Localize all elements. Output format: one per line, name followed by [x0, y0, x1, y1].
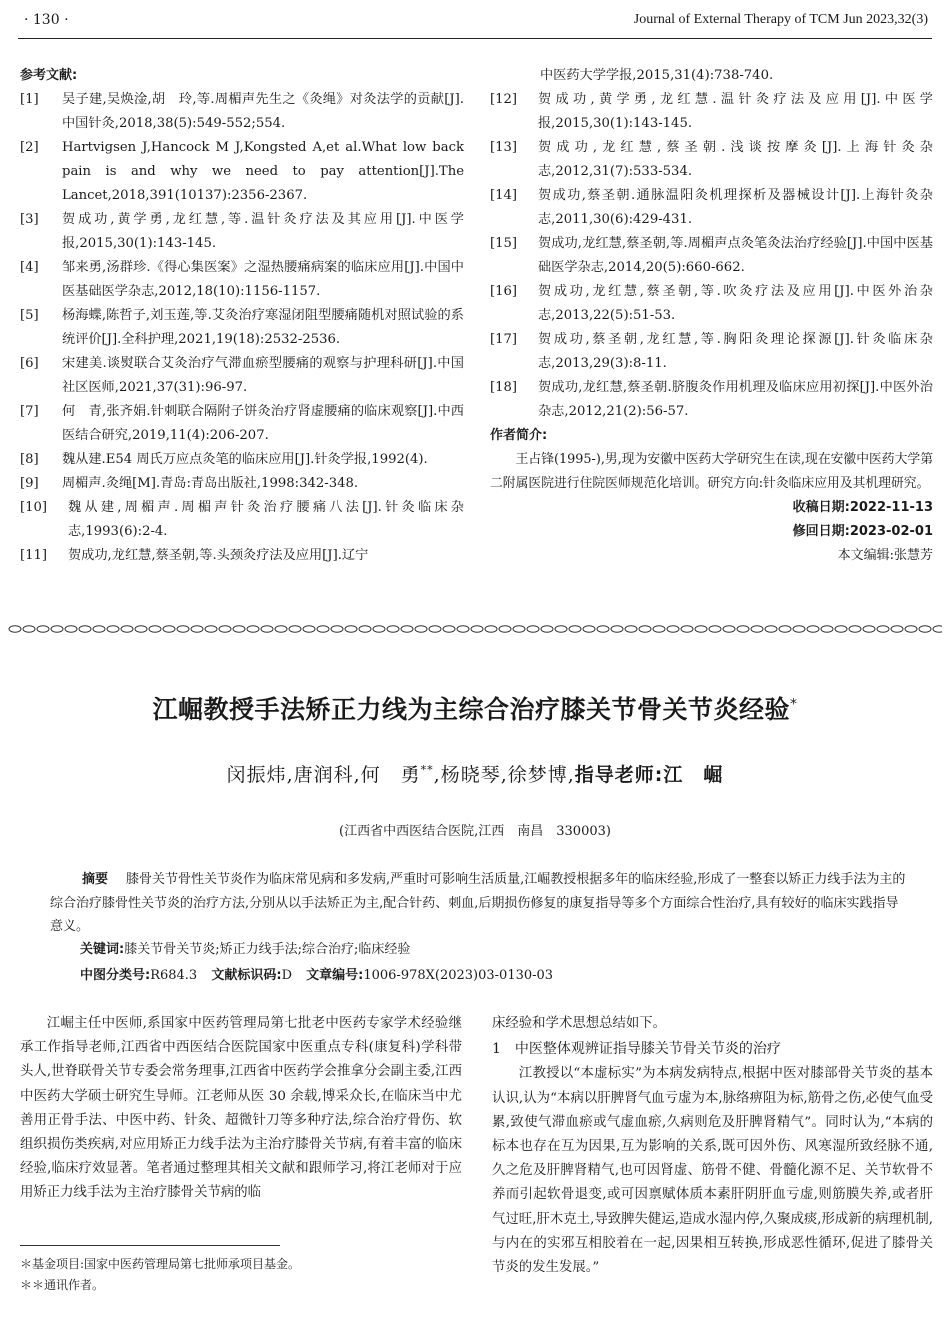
- reference-text: 宋建美.谈熨联合艾灸治疗气滞血瘀型腰痛的观察与护理科研[J].中国社区医师,2021,37(31):96-97.: [62, 356, 464, 395]
- reference-text: 何 青,张齐娟.针刺联合隔附子饼灸治疗肾虚腰痛的临床观察[J].中西医结合研究,2019,11(4):206-207.: [62, 404, 464, 443]
- reference-item: [490, 184, 933, 232]
- reference-text: Hartvigsen J,Hancock M J,Kongsted A,et al.What low back pain is and why we need to pay attention[J].The Lancet,2018,391(10137):2356-2367.: [62, 140, 464, 203]
- article-title: 江崛教授手法矫正力线为主综合治疗膝关节骨关节炎经验*: [152, 695, 798, 724]
- reference-item: [20, 88, 464, 136]
- references-title: 参考文献:: [20, 68, 78, 83]
- abstract: 摘要 膝骨关节骨性关节炎作为临床常见病和多发病,严重时可影响生活质量,江崛教授根据多年的临床经验,形成了一整套以矫正力线手法为主的综合治疗膝骨性关节炎的治疗方法,分别从以手法矫正为主,配合针药、刺血,后期损伤修复的康复指导等多个方面综合性治疗,具有较好的临床实践指导意义。: [50, 872, 906, 934]
- section-divider: [8, 624, 942, 634]
- reference-text: 贺成功,龙红慧,蔡圣朝,等.头颈灸疗法及应用[J].辽宁: [68, 548, 369, 563]
- author-bio-title: 作者简介:: [490, 428, 548, 443]
- reference-text: 贺成功,龙红慧,蔡圣朝,等.周楣声点灸笔灸法治疗经验[J].中国中医基础医学杂志,2014,20(5):660-662.: [538, 236, 933, 275]
- reference-number: [15]: [490, 236, 518, 251]
- reference-text: 贺成功,龙红慧,蔡圣朝.浅谈按摩灸[J].上海针灸杂志,2012,31(7):533-534.: [538, 140, 933, 179]
- references-right-column: [490, 64, 933, 568]
- revised-date: 修回日期:2023-02-01: [792, 524, 933, 539]
- reference-item: [20, 208, 464, 256]
- footnote-rule: [20, 1245, 280, 1246]
- reference-item: [20, 448, 464, 472]
- author-bio-text: 王占锋(1995-),男,现为安徽中医药大学研究生在读,现在安徽中医药大学第二附属医院进行住院医师规范化培训。研究方向:针灸临床应用及其机理研究。: [490, 452, 933, 491]
- reference-text: 邹来勇,汤群珍.《得心集医案》之湿热腰痛病案的临床应用[J].中国中医基础医学杂志,2012,18(10):1156-1157.: [62, 260, 464, 299]
- reference-text: 杨海蝶,陈哲子,刘玉莲,等.艾灸治疗寒湿闭阻型腰痛随机对照试验的系统评价[J].全科护理,2021,19(18):2532-2536.: [62, 308, 464, 347]
- footnote-fund: ＊基金项目:国家中医药管理局第七批师承项目基金。: [20, 1257, 301, 1271]
- reference-number: [8]: [20, 452, 39, 467]
- reference-number: [11]: [20, 548, 48, 563]
- reference-item: [20, 496, 464, 544]
- reference-text: 贺成功,黄学勇,龙红慧.温针灸疗法及应用[J].中医学报,2015,30(1):143-145.: [538, 92, 933, 131]
- reference-number: [10]: [20, 500, 48, 515]
- reference-text: 贺成功,龙红慧,蔡圣朝.脐腹灸作用机理及临床应用初探[J].中医外治杂志,2012,21(2):56-57.: [538, 380, 933, 419]
- reference-continuation: 中医药大学学报,2015,31(4):738-740.: [540, 68, 774, 83]
- reference-item: [490, 280, 933, 328]
- reference-item: [20, 400, 464, 448]
- reference-item: [20, 352, 464, 400]
- page-number: · 130 ·: [24, 12, 69, 28]
- reference-item: [490, 328, 933, 376]
- reference-item: [20, 544, 464, 568]
- reference-item: [20, 304, 464, 352]
- reference-item: [20, 136, 464, 208]
- references-list-left: [20, 88, 464, 568]
- reference-number: [5]: [20, 308, 39, 323]
- reference-number: [3]: [20, 212, 39, 227]
- journal-header: Journal of External Therapy of TCM Jun 2023,32(3): [633, 12, 928, 27]
- keywords: 关键词:膝关节骨关节炎;矫正力线手法;综合治疗;临床经验: [80, 942, 411, 957]
- reference-text: 贺成功,蔡圣朝,龙红慧,等.胸阳灸理论探源[J].针灸临床杂志,2013,29(3):8-11.: [538, 332, 933, 371]
- reference-number: [4]: [20, 260, 39, 275]
- footnote-corresponding: ＊＊通讯作者。: [20, 1278, 105, 1292]
- reference-item: [490, 136, 933, 184]
- reference-number: [6]: [20, 356, 39, 371]
- reference-number: [9]: [20, 476, 39, 491]
- body-continuation: 床经验和学术思想总结如下。: [492, 1016, 667, 1031]
- reference-item: [490, 232, 933, 280]
- reference-text: 周楣声.灸绳[M].青岛:青岛出版社,1998:342-348.: [62, 476, 359, 491]
- article-authors: 闵振炜,唐润科,何 勇**,杨晓琴,徐梦博,指导老师:江 崛: [226, 763, 724, 786]
- reference-number: [18]: [490, 380, 518, 395]
- reference-item: [20, 472, 464, 496]
- reference-number: [13]: [490, 140, 518, 155]
- reference-item: [490, 88, 933, 136]
- references-list-right: [490, 88, 933, 424]
- reference-text: 贺成功,黄学勇,龙红慧,等.温针灸疗法及其应用[J].中医学报,2015,30(1):143-145.: [62, 212, 464, 251]
- reference-number: [1]: [20, 92, 39, 107]
- editor: 本文编辑:张慧芳: [837, 548, 933, 563]
- references-left-column: [20, 64, 464, 568]
- header-rule: [18, 38, 932, 39]
- reference-text: 魏从建,周楣声.周楣声针灸治疗腰痛八法[J].针灸临床杂志,1993(6):2-4.: [68, 500, 464, 539]
- reference-text: 魏从建.E54 周氏万应点灸笔的临床应用[J].针灸学报,1992(4).: [62, 452, 428, 467]
- reference-text: 贺成功,蔡圣朝.通脉温阳灸机理探析及器械设计[J].上海针灸杂志,2011,30(6):429-431.: [538, 188, 933, 227]
- body-left-paragraph: 江崛主任中医师,系国家中医药管理局第七批老中医药专家学术经验继承工作指导老师,江西省中西医结合医院国家中医重点专科(康复科)学科带头人,世脊联骨关节专委会常务理事,江西省中医药学会推拿分会副主委,江西中医药大学硕士研究生导师。江老师从医 30 余载,博采众长,在临床当中尤善用正骨手法、中医中药、针灸、超微针刀等多种疗法,综合治疗骨伤、软组织损伤类疾病,对应用矫正力线手法为主治疗膝骨关节病,有着丰富的临床经验,临床疗效显著。笔者通过整理其相关文献和跟师学习,将江老师对于应用矫正力线手法为主治疗膝骨关节病的临: [20, 1016, 462, 1201]
- reference-number: [2]: [20, 140, 39, 155]
- body-right-column: [492, 1012, 933, 1280]
- section-heading-1: 1 中医整体观辨证指导膝关节骨关节炎的治疗: [492, 1041, 781, 1058]
- received-date: 收稿日期:2022-11-13: [792, 500, 933, 515]
- body-right-paragraph: 江教授以“本虚标实”为本病发病特点,根据中医对膝部骨关节炎的基本认识,认为“本病以肝脾肾气血亏虚为本,脉络痹阻为标,筋骨之伤,必使气血受累,致使气滞血瘀或气虚血瘀,久病则危及肝脾肾精气”。同时认为,“本病的标本也存在互为因果,互为影响的关系,既可因外伤、风寒湿所致经脉不通,久之危及肝脾肾精气,也可因肾虚、筋骨不健、骨髓化源不足、关节软骨不养而引起软骨退变,或可因禀赋体质本素肝阴肝血亏虚,则筋膜失养,或者肝气过旺,肝木克土,导致脾失健运,造成水湿内停,久聚成痰,形成新的病理机制,与内在的实邪互相胶着在一起,因果相互转换,形成恶性循环,促进了膝骨关节炎的发生发展。”: [492, 1066, 933, 1276]
- classification: 中图分类号:R684.3 文献标识码:D 文章编号:1006-978X(2023)03-0130-03: [80, 968, 554, 983]
- reference-number: [14]: [490, 188, 518, 203]
- reference-item: [20, 256, 464, 304]
- reference-item: [490, 376, 933, 424]
- reference-number: [7]: [20, 404, 39, 419]
- reference-number: [12]: [490, 92, 518, 107]
- reference-number: [16]: [490, 284, 518, 299]
- affiliation: (江西省中西医结合医院,江西 南昌 330003): [339, 824, 611, 839]
- reference-number: [17]: [490, 332, 518, 347]
- reference-text: 吴子建,吴焕淦,胡 玲,等.周楣声先生之《灸绳》对灸法学的贡献[J].中国针灸,2018,38(5):549-552;554.: [62, 92, 464, 131]
- reference-text: 贺成功,龙红慧,蔡圣朝,等.吹灸疗法及应用[J].中医外治杂志,2013,22(5):51-53.: [538, 284, 933, 323]
